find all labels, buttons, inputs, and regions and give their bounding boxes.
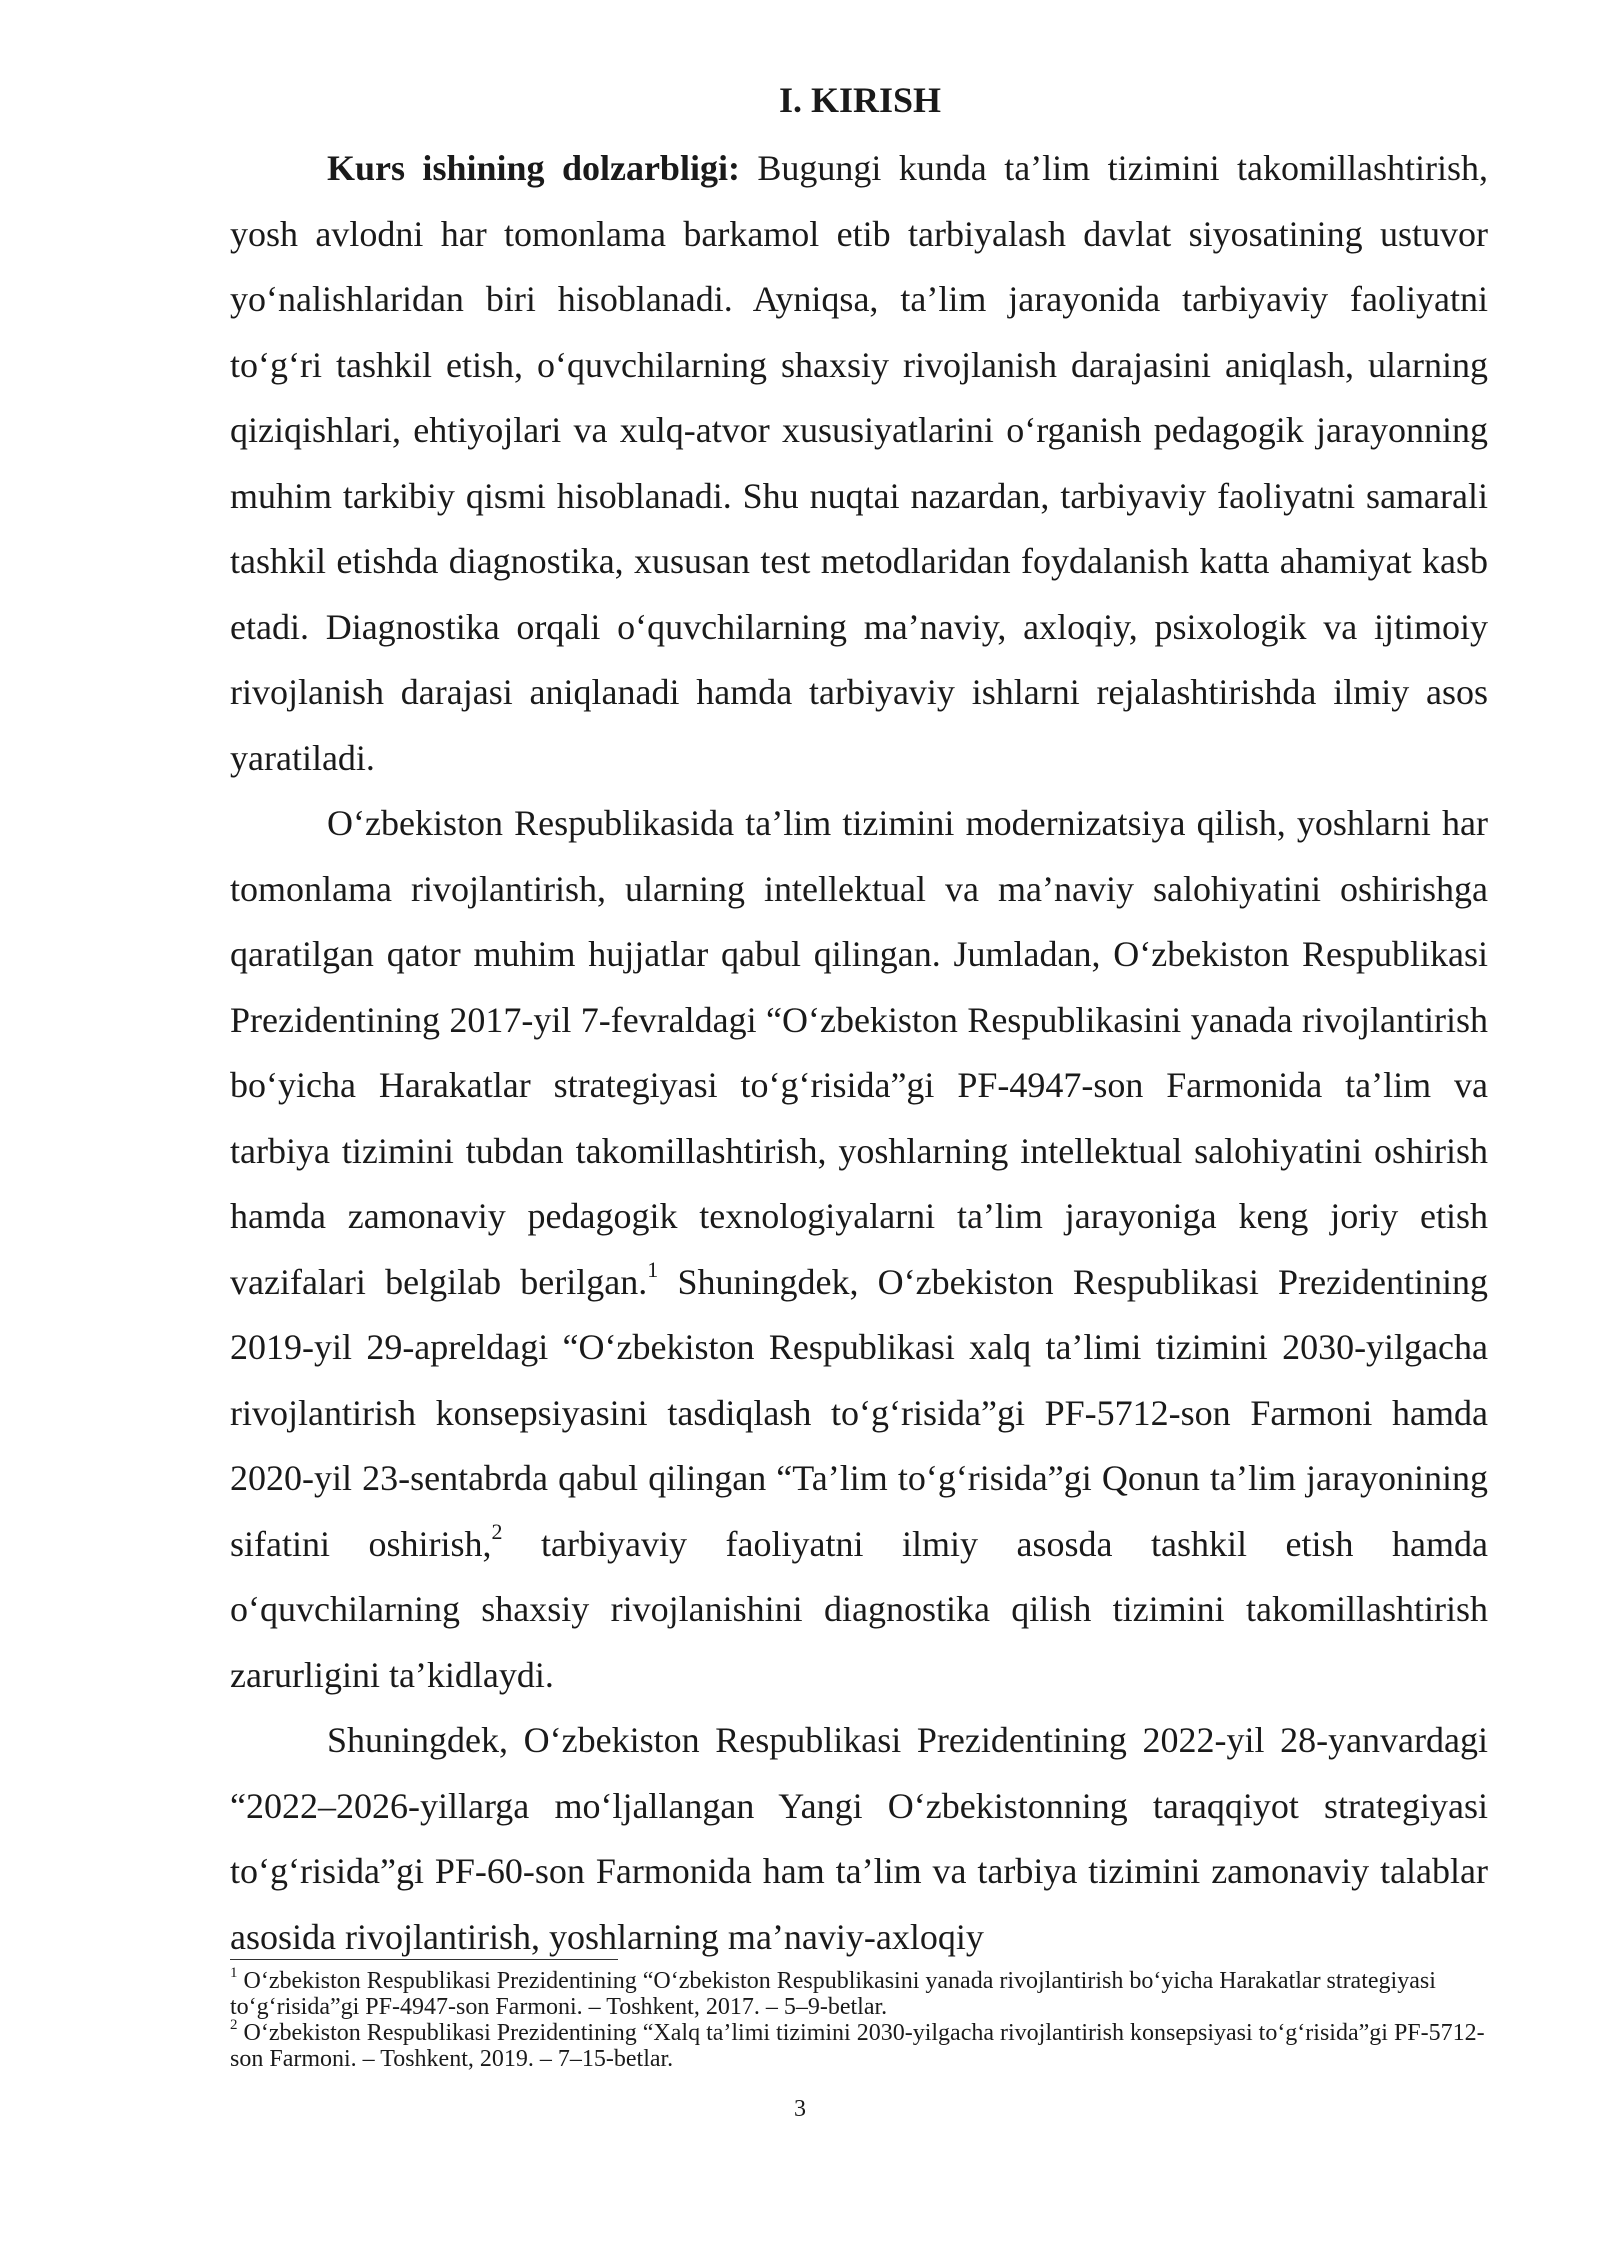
section-heading: I. KIRISH — [778, 80, 942, 120]
footnote-separator — [230, 1959, 618, 1960]
body-text — [230, 136, 1488, 1970]
paragraph-text: tarbiyaviy faoliyatni ilmiy asosda tashkil etish hamda o‘quvchilarning shaxsiy rivojlanishini diagnostika qilish tizimini takomillashtirish zarurligini ta’kidlaydi. — [230, 1523, 1488, 1695]
paragraph-text: Bugungi kunda ta’lim tizimini takomillashtirish, yosh avlodni har tomonlama barkamol etib tarbiyalash davlat siyosatining ustuvor yo‘nalishlaridan biri hisoblanadi. Ayniqsa, ta’lim jarayonida tarbiyaviy faoliyatni to‘g‘ri tashkil etish, o‘quvchilarning shaxsiy rivojlanish darajasini aniqlash, ularning qiziqishlari, ehtiyojlari va xulq-atvor xususiyatlarini o‘rganish pedagogik jarayonning muhim tarkibiy qismi hisoblanadi. Shu nuqtai nazardan, tarbiyaviy faoliyatni samarali tashkil etishda diagnostika, xususan test metodlaridan foydalanish katta ahamiyat kasb etadi. Diagnostika orqali o‘quvchilarning ma’naviy, axloqiy, psixologik va ijtimoiy rivojlanish darajasi aniqlanadi hamda tarbiyaviy ishlarni rejalashtirishda ilmiy asos yaratiladi. — [230, 148, 1488, 778]
footnote-text: O‘zbekiston Respublikasi Prezidentining “Xalq ta’limi tizimini 2030-yilgacha rivojlantirish konsepsiyasi to‘g‘risida”gi PF-5712-son Farmoni. – Toshkent, 2019. – 7–15-betlar. — [230, 2020, 1485, 2072]
paragraph-strategy — [230, 1708, 1488, 1970]
page-number: 3 — [794, 2096, 806, 2122]
paragraph-lead: Kurs ishining dolzarbligi: — [327, 148, 740, 188]
paragraph-text: Shuningdek, O‘zbekiston Respublikasi Prezidentining 2019-yil 29-apreldagi “O‘zbekiston Respublikasi xalq ta’limi tizimini 2030-yilgacha rivojlantirish konsepsiyasini tasdiqlash to‘g‘risida”gi PF-5712-son Farmoni hamda 2020-yil 23-sentabrda qabul qilingan “Ta’lim to‘g‘risida”gi Qonun ta’lim jarayonining sifatini oshirish, — [230, 1261, 1489, 1564]
footnote-reference[interactable]: 2 — [491, 1518, 503, 1544]
paragraph-relevance — [230, 136, 1488, 791]
footnote-number: 1 — [230, 1965, 238, 1981]
footnote-text: O‘zbekiston Respublikasi Prezidentining “O‘zbekiston Respublikasini yanada rivojlantirish bo‘yicha Harakatlar strategiyasi to‘g‘risida”gi PF-4947-son Farmoni. – Toshkent, 2017. – 5–9-betlar. — [230, 1968, 1436, 2020]
paragraph-legislation — [230, 791, 1488, 1708]
footnote-reference[interactable]: 1 — [647, 1256, 659, 1282]
paragraph-text: O‘zbekiston Respublikasida ta’lim tizimini modernizatsiya qilish, yoshlarni har tomonlama rivojlantirish, ularning intellektual va ma’naviy salohiyatini oshirishga qaratilgan qator muhim hujjatlar qabul qilingan. Jumladan, O‘zbekiston Respublikasi Prezidentining 2017-yil 7-fevraldagi “O‘zbekiston Respublikasini yanada rivojlantirish bo‘yicha Harakatlar strategiyasi to‘g‘risida”gi PF-4947-son Farmonida ta’lim va tarbiya tizimini tubdan takomillashtirish, yoshlarning intellektual salohiyatini oshirish hamda zamonaviy pedagogik texnologiyalarni ta’lim jarayoniga keng joriy etish vazifalari belgilab berilgan. — [230, 803, 1488, 1302]
footnote-item — [230, 1965, 1488, 2020]
footnotes — [230, 1965, 1488, 2072]
footnote-number: 2 — [230, 2017, 238, 2033]
paragraph-text: Shuningdek, O‘zbekiston Respublikasi Prezidentining 2022-yil 28-yanvardagi “2022–2026-yillarga mo‘ljallangan Yangi O‘zbekistonning taraqqiyot strategiyasi to‘g‘risida”gi PF-60-son Farmonida ham ta’lim va tarbiya tizimini zamonaviy talablar asosida rivojlantirish, yoshlarning ma’naviy-axloqiy — [230, 1720, 1488, 1957]
footnote-item — [230, 2017, 1488, 2072]
